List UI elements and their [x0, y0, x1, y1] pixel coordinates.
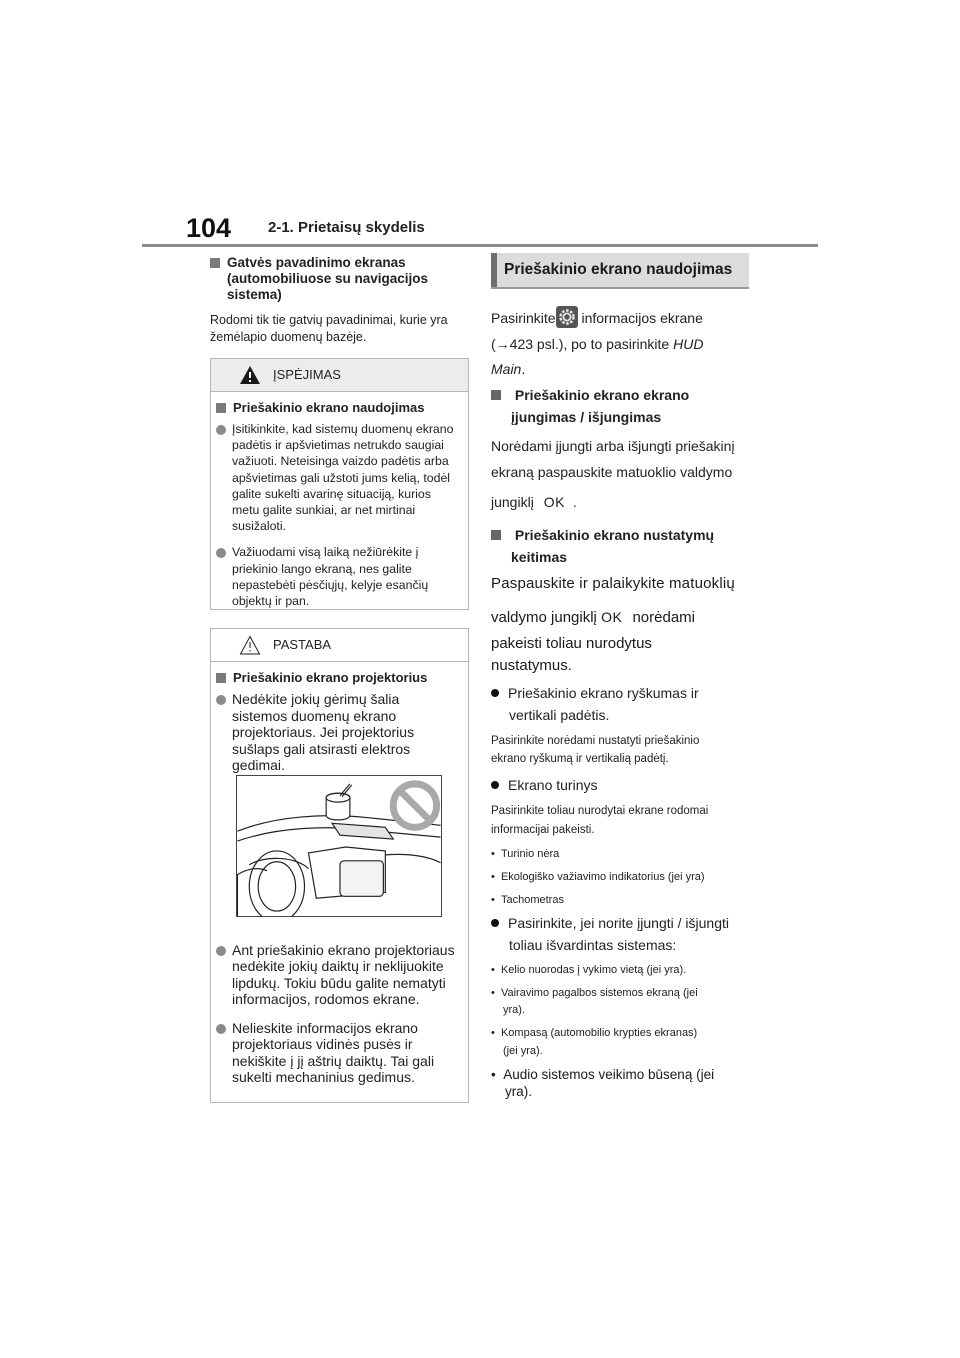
- section-2-text: Paspauskite ir palaikykite matuoklių: [491, 575, 735, 592]
- round-bullet-icon: [216, 1024, 226, 1034]
- heading-accent-bar: [491, 253, 497, 287]
- list-item-continued: yra).: [505, 1084, 532, 1099]
- street-heading: Gatvės pavadinimo ekranas (automobiliuose su navigacijos sistema): [210, 255, 468, 303]
- round-bullet-icon: [216, 548, 226, 558]
- bullet-brightness-line-2: vertikali padėtis.: [509, 707, 610, 723]
- bullet-icon: [491, 689, 499, 697]
- note-box-header: [211, 629, 468, 662]
- section-1-heading: Priešakinio ekrano ekrano: [491, 387, 689, 403]
- warning-subheading: Priešakinio ekrano naudojimas: [216, 400, 458, 415]
- caution-triangle-icon: [239, 635, 261, 655]
- list-item: Įsitikinkite, kad sistemų duomenų ekrano padėtis ir apšvietimas netrukdo saugiai važiuoti. Neteisinga vaizdo padėtis arba apšvietimas gali užstoti jums kelią, todėl galite sukelti avarinę situaciją, kurios metu galite sunkiai, ar net mirtinai susižaloti.: [216, 421, 458, 534]
- warning-box: [210, 358, 469, 610]
- round-bullet-icon: [216, 695, 226, 705]
- round-bullet-icon: [216, 946, 226, 956]
- section-1-text: ekraną paspauskite matuoklio valdymo: [491, 464, 733, 480]
- list-item: • Ekologiško važiavimo indikatorius (jei yra): [491, 871, 705, 883]
- section-title: 2-1. Prietaisų skydelis: [268, 219, 425, 236]
- warning-triangle-icon: [239, 365, 261, 385]
- section-2-text: valdymo jungiklį OK norėdami: [491, 609, 696, 626]
- section-2-text: nustatymus.: [491, 657, 572, 674]
- page-number: 104: [186, 213, 232, 243]
- square-bullet-icon: [491, 390, 501, 400]
- header-divider: [142, 244, 818, 247]
- list-item: Nelieskite informacijos ekrano projektoriaus vidinės pusės ir nekiškite į jį aštrių daiktų. Tai gali sukelti mechaninius gedimus.: [216, 1020, 458, 1086]
- prohibited-icon: [393, 784, 436, 827]
- dashboard-cup-illustration: [236, 775, 442, 917]
- warning-title: ĮSPĖJIMAS: [273, 367, 341, 382]
- intro-line-2: (→423 psl.), po to pasirinkite HUD: [491, 336, 704, 352]
- bullet-systems-line-2: toliau išvardintas sistemas:: [509, 937, 677, 953]
- usage-heading-box: [491, 253, 749, 289]
- list-item: • Kelio nuorodas į vykimo vietą (jei yra).: [491, 964, 687, 976]
- brightness-note: Pasirinkite norėdami nustatyti priešakinio: [491, 735, 700, 747]
- section-1-heading-line-2: įjungimas / išjungimas: [511, 409, 662, 425]
- content-note: Pasirinkite toliau nurodytai ekrane rodomai: [491, 805, 709, 817]
- square-bullet-icon: [491, 530, 501, 540]
- note-subheading: Priešakinio ekrano projektorius: [216, 670, 458, 685]
- list-item-continued: yra).: [503, 1004, 525, 1016]
- ok-switch-label: OK: [601, 609, 623, 625]
- content-note: informacijai pakeisti.: [491, 824, 595, 836]
- intro-line-3: Main.: [491, 361, 526, 377]
- street-name-section: [210, 255, 468, 346]
- warning-box-header: [211, 359, 468, 392]
- intro-line-1: Pasirinkite informacijos ekrane: [491, 306, 703, 328]
- section-1-text: jungiklį OK .: [491, 494, 577, 510]
- ok-switch-label: OK: [543, 494, 565, 510]
- list-item: • Turinio nėra: [491, 848, 560, 860]
- list-item-continued: (jei yra).: [503, 1045, 543, 1057]
- list-item: • Vairavimo pagalbos sistemos ekraną (jei: [491, 987, 698, 999]
- list-item: • Tachometras: [491, 894, 564, 906]
- square-bullet-icon: [216, 673, 226, 683]
- bullet-systems: Pasirinkite, jei norite įjungti / išjungti: [491, 915, 729, 931]
- gear-icon: [556, 306, 578, 328]
- square-bullet-icon: [216, 403, 226, 413]
- brightness-note: ekrano ryškumą ir vertikalią padėtį.: [491, 753, 669, 765]
- bullet-content: Ekrano turinys: [491, 777, 597, 793]
- square-bullet-icon: [210, 258, 220, 268]
- section-2-text: pakeisti toliau nurodytus: [491, 635, 652, 652]
- round-bullet-icon: [216, 425, 226, 435]
- note-title: PASTABA: [273, 637, 332, 652]
- section-1-text: Norėdami įjungti arba išjungti priešakinį: [491, 438, 735, 454]
- bullet-icon: [491, 919, 499, 927]
- section-2-heading-line-2: keitimas: [511, 549, 568, 565]
- section-2-heading: Priešakinio ekrano nustatymų: [491, 527, 714, 543]
- usage-heading: Priešakinio ekrano naudojimas: [504, 261, 733, 278]
- list-item: Ant priešakinio ekrano projektoriaus nedėkite jokių daiktų ir neklijuokite lipdukų. Tokiu būdu galite nematyti informacijos, rodomos ekrane.: [216, 942, 458, 1008]
- list-item: • Audio sistemos veikimo būseną (jei: [491, 1067, 715, 1082]
- street-body: Rodomi tik tie gatvių pavadinimai, kurie yra žemėlapio duomenų bazėje.: [210, 313, 448, 344]
- list-item: Nedėkite jokių gėrimų šalia sistemos duomenų ekrano projektoriaus. Jei projektorius sušlaps gali atsirasti elektros gedimai.: [216, 691, 458, 774]
- bullet-brightness: Priešakinio ekrano ryškumas ir: [491, 685, 699, 701]
- list-item: Važiuodami visą laiką nežiūrėkite į priekinio lango ekraną, nes galite nepastebėti pėsčiųjų, kelyje esančių objektų ir pan.: [216, 544, 458, 609]
- list-item: • Kompasą (automobilio krypties ekranas): [491, 1027, 698, 1039]
- bullet-icon: [491, 781, 499, 789]
